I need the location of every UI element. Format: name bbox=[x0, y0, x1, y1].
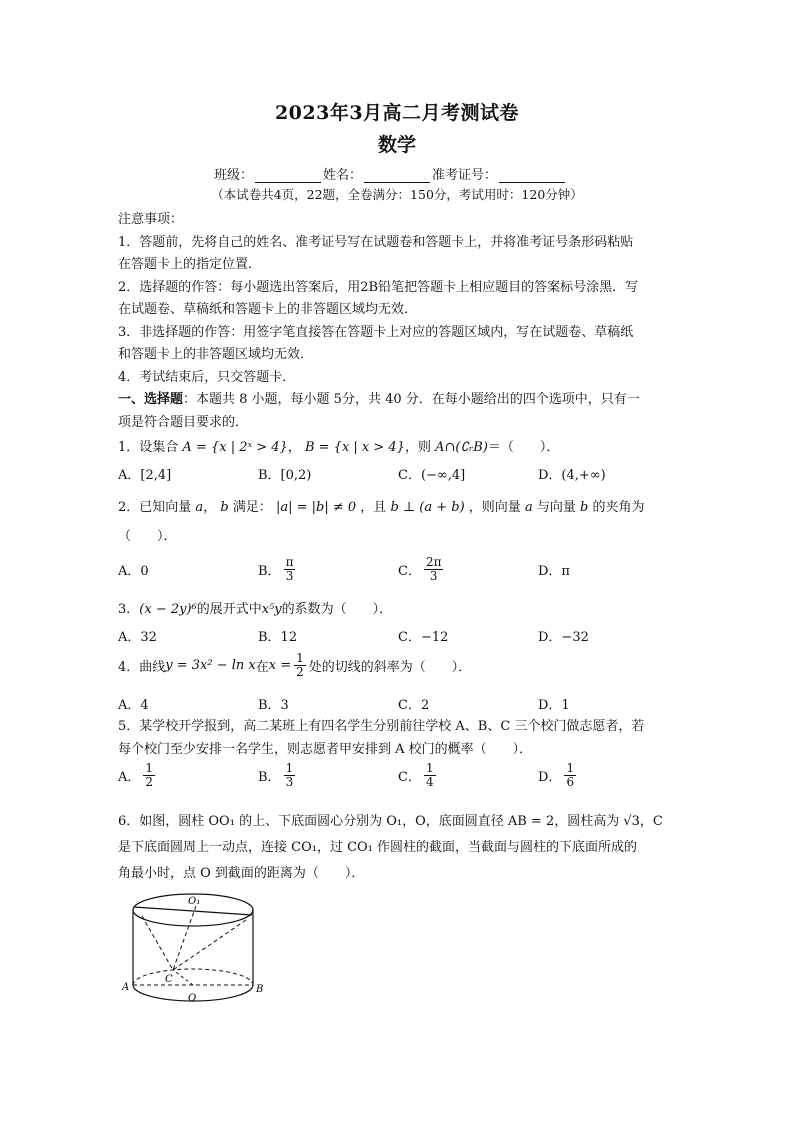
q2-option-c[interactable] bbox=[398, 556, 538, 582]
question-5-line-2: 每个校门至少安排一名学生，则志愿者甲安排到 A 校门的概率（ ）． bbox=[118, 742, 533, 757]
q4-num: 1 bbox=[296, 651, 304, 665]
dashed-line-o1-c bbox=[173, 906, 196, 970]
q3-options bbox=[118, 626, 678, 645]
section1-heading: 一、选择题 bbox=[118, 392, 184, 407]
notice-line-6: 和答题卡上的非答题区域均无效． bbox=[118, 347, 314, 362]
q4-x-eq: x = bbox=[268, 657, 292, 673]
q5-option-a-num: 1 bbox=[145, 761, 154, 775]
q5-option-c[interactable] bbox=[398, 762, 538, 788]
section1-desc-2: 项是符合题目要求的． bbox=[118, 415, 249, 430]
q2-option-b-label: B． bbox=[258, 563, 281, 579]
notice-line-5: 3．非选择题的作答：用签字笔直接答在答题卡上对应的答题区域内，写在试题卷、草稿纸 bbox=[118, 325, 634, 340]
question-6-line-2: 是下底面圆周上一动点，连接 CO₁，过 CO₁ 作圆柱的截面，当截面与圆柱的下底面所成的 bbox=[118, 840, 638, 855]
q1-expr: A∩(∁ᵣB) bbox=[435, 440, 488, 455]
exam-subject: 数学 bbox=[377, 134, 416, 156]
q2-perpendicular: b ⊥ (a + b) bbox=[390, 500, 465, 515]
q4-option-c[interactable]: C．2 bbox=[398, 698, 430, 713]
q3-option-b[interactable]: B．12 bbox=[258, 630, 298, 645]
q4-options bbox=[118, 694, 678, 713]
q2-option-b-fraction bbox=[284, 556, 296, 582]
q5-option-d-fraction bbox=[564, 762, 576, 788]
q4-fraction bbox=[294, 652, 306, 678]
q2-option-c-den: 3 bbox=[429, 568, 438, 583]
q2-option-c-fraction bbox=[424, 556, 444, 582]
dashed-line-right bbox=[173, 920, 246, 970]
q2-condition: |a| = |b| ≠ 0 bbox=[275, 500, 357, 515]
q2-options bbox=[118, 556, 678, 582]
q5-option-d-num: 1 bbox=[566, 761, 575, 775]
q5-option-a-fraction bbox=[143, 762, 155, 788]
q3-expr: (x − 2y)⁶ bbox=[139, 602, 197, 617]
q5-option-b-den: 3 bbox=[285, 774, 294, 789]
name-blank[interactable] bbox=[364, 169, 430, 183]
q2-vector-b: b bbox=[220, 500, 229, 515]
q4-tail: 处的切线的斜率为（ ）． bbox=[308, 659, 472, 675]
label-o: O bbox=[188, 993, 197, 1004]
q5-option-b-label: B． bbox=[258, 769, 281, 785]
exam-note: （本试卷共4页，22题，全卷满分：150分，考试用时：120分钟） bbox=[211, 187, 583, 202]
q4-curve: y = 3x² − ln x bbox=[165, 657, 256, 673]
question-5-line-1: 5．某学校开学报到，高二某班上有四名学生分别前往学校 A、B、C 三个校门做志愿者，若 bbox=[118, 719, 645, 734]
q2-option-b[interactable] bbox=[258, 556, 398, 582]
q4-option-b[interactable]: B．3 bbox=[258, 698, 289, 713]
q5-option-b-num: 1 bbox=[285, 761, 294, 775]
question-3 bbox=[118, 598, 392, 617]
q5-option-b[interactable] bbox=[258, 762, 398, 788]
notice-line-2: 在答题卡上的指定位置． bbox=[118, 257, 262, 272]
q2-vector-b-2: b bbox=[580, 500, 589, 515]
q4-mid: 在 bbox=[255, 659, 269, 675]
cylinder-figure bbox=[118, 890, 268, 1010]
q1-option-b[interactable]: B．[0,2) bbox=[258, 468, 312, 483]
question-4 bbox=[118, 652, 471, 678]
bottom-base-back bbox=[133, 969, 253, 985]
q5-option-c-num: 1 bbox=[425, 761, 434, 775]
q2-text-c: ，且 bbox=[360, 500, 387, 515]
q3-mid: 的展开式中 bbox=[196, 602, 262, 617]
q3-option-a[interactable]: A．32 bbox=[118, 630, 157, 645]
q1-option-a[interactable]: A．[2,4] bbox=[118, 468, 172, 483]
q1-ask: ，则 bbox=[404, 440, 431, 455]
question-6-line-3: 角最小时，点 O 到截面的距离为（ ）． bbox=[118, 866, 365, 881]
q2-comma: ， bbox=[203, 500, 217, 515]
exam-title: 2023年3月高二月考测试卷 bbox=[274, 102, 520, 124]
label-o1: O₁ bbox=[188, 896, 201, 907]
q1-tail: ＝（ ）． bbox=[487, 440, 560, 455]
q2-option-d[interactable]: D．π bbox=[538, 563, 570, 579]
question-1 bbox=[118, 436, 559, 455]
section1-line-1 bbox=[118, 388, 640, 407]
class-blank[interactable] bbox=[255, 169, 321, 183]
label-a: A bbox=[122, 982, 130, 993]
question-2-line-2: （ ）． bbox=[118, 529, 177, 544]
q2-text-b: 满足： bbox=[232, 500, 272, 515]
question-6-line-1: 6．如图，圆柱 OO₁ 的上、下底面圆心分别为 O₁，O，底面圆直径 AB = 2，圆柱高为 √3，C bbox=[118, 814, 663, 829]
q3-tail: 的系数为（ ）． bbox=[281, 602, 393, 617]
q5-option-c-fraction bbox=[424, 762, 436, 788]
q1-set-b: B = {x | x > 4} bbox=[304, 440, 405, 455]
q5-option-a[interactable] bbox=[118, 762, 258, 788]
q1-option-c[interactable]: C．(−∞,4] bbox=[398, 468, 466, 483]
q4-den: 2 bbox=[296, 664, 304, 679]
dashed-line-o-c bbox=[173, 970, 193, 985]
notice-line-3: 2．选择题的作答：每小题选出答案后，用2B铅笔把答题卡上相应题目的答案标号涂黑．写 bbox=[118, 280, 639, 295]
q4-option-d[interactable]: D．1 bbox=[538, 698, 570, 713]
q2-text-d: ，则向量 bbox=[468, 500, 521, 515]
notice-line-4: 在试题卷、草稿纸和答题卡上的非答题区域均无效． bbox=[118, 302, 418, 317]
q5-option-a-den: 2 bbox=[145, 774, 154, 789]
q5-option-a-label: A． bbox=[118, 769, 141, 785]
q2-option-a[interactable]: A．0 bbox=[118, 563, 149, 579]
name-label: 姓名： bbox=[323, 168, 363, 183]
q2-text-f: 的夹角为 bbox=[592, 500, 645, 515]
q5-option-c-den: 4 bbox=[425, 774, 434, 789]
q2-option-b-den: 3 bbox=[285, 568, 294, 583]
q5-option-d-label: D． bbox=[538, 769, 562, 785]
ticket-label: 准考证号： bbox=[432, 168, 498, 183]
student-info-line bbox=[214, 164, 567, 183]
q4-prefix: 4．曲线 bbox=[118, 659, 166, 675]
q2-text-e: 与向量 bbox=[536, 500, 576, 515]
q1-sep: ， bbox=[287, 440, 301, 455]
q5-option-c-label: C． bbox=[398, 769, 421, 785]
q1-prefix: 1．设集合 bbox=[118, 440, 179, 455]
q5-option-b-fraction bbox=[284, 762, 296, 788]
q2-vector-a-2: a bbox=[524, 500, 533, 515]
q4-option-a[interactable]: A．4 bbox=[118, 698, 149, 713]
class-label: 班级： bbox=[214, 168, 254, 183]
q5-options bbox=[118, 762, 678, 788]
q5-option-d-den: 6 bbox=[566, 774, 575, 789]
label-b: B bbox=[256, 984, 264, 995]
notice-line-1: 1．答题前，先将自己的姓名、准考证号写在试题卷和答题卡上，并将准考证号条形码粘贴 bbox=[118, 235, 634, 250]
notice-line-7: 4．考试结束后，只交答题卡． bbox=[118, 370, 296, 385]
q2-vector-a: a bbox=[195, 500, 204, 515]
q3-prefix: 3． bbox=[118, 602, 140, 617]
section1-desc-1: ：本题共 8 小题，每小题 5分，共 40 分．在每小题给出的四个选项中，只有一 bbox=[183, 392, 640, 407]
q1-set-a: A = {x | 2ˣ > 4} bbox=[182, 440, 288, 455]
q3-term: x⁵y bbox=[261, 602, 282, 617]
q3-option-d[interactable]: D．−32 bbox=[538, 630, 589, 645]
label-c: C bbox=[165, 974, 173, 985]
q2-text-a: 2．已知向量 bbox=[118, 500, 192, 515]
q2-option-b-num: π bbox=[285, 555, 294, 569]
ticket-blank[interactable] bbox=[499, 169, 565, 183]
q3-option-c[interactable]: C．−12 bbox=[398, 630, 449, 645]
question-2-line-1 bbox=[118, 496, 644, 515]
q5-option-d[interactable] bbox=[538, 762, 678, 788]
q1-option-d[interactable]: D．(4,+∞) bbox=[538, 468, 606, 483]
q1-options bbox=[118, 464, 678, 483]
q2-option-c-num: 2π bbox=[425, 555, 442, 569]
notice-heading: 注意事项： bbox=[118, 212, 184, 227]
q2-option-c-label: C． bbox=[398, 563, 421, 579]
